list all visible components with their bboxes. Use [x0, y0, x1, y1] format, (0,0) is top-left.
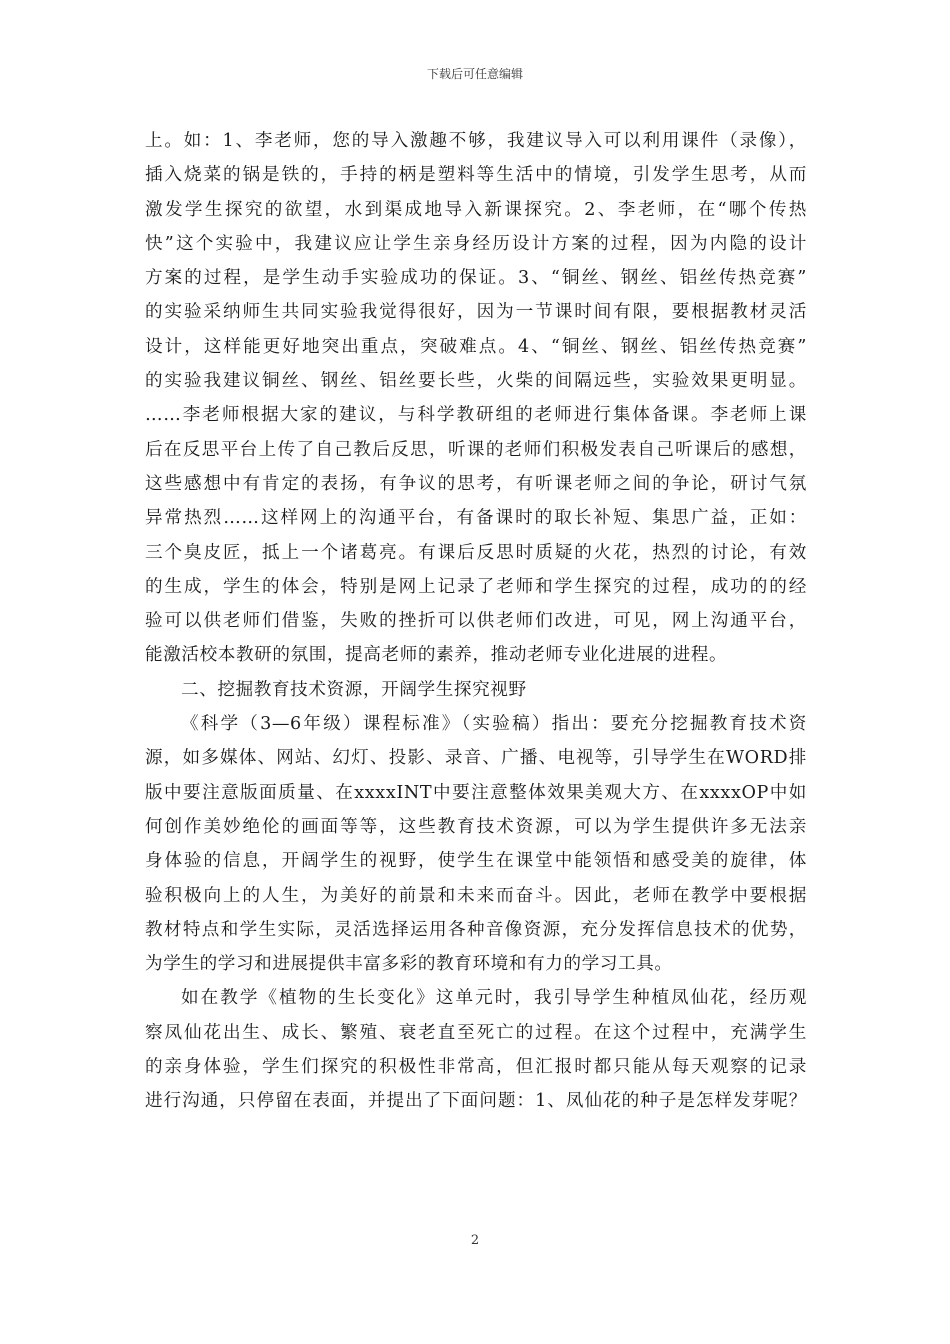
text-line: 激发学生探究的欲望，水到渠成地导入新课探究。2、李老师，在“哪个传热 — [145, 199, 807, 220]
section-heading: 二、挖掘教育技术资源，开阔学生探究视野 — [181, 679, 527, 700]
text-line: 的实验我建议铜丝、钢丝、铝丝要长些，火柴的间隔远些，实验效果更明显。 — [145, 371, 807, 392]
text-line: 设计，这样能更好地突出重点，突破难点。4、“铜丝、钢丝、铝丝传热竞赛” — [145, 336, 807, 357]
text-line: 为学生的学习和进展提供丰富多彩的教育环境和有力的学习工具。 — [145, 954, 673, 975]
text-line: 能激活校本教研的氛围，提高老师的素养，推动老师专业化进展的进程。 — [145, 645, 728, 666]
text-line: 的生成，学生的体会，特别是网上记录了老师和学生探究的过程，成功的的经 — [145, 576, 807, 597]
text-line: ……李老师根据大家的建议，与科学教研组的老师进行集体备课。李老师上课 — [145, 405, 807, 426]
text-line: 源，如多媒体、网站、幻灯、投影、录音、广播、电视等，引导学生在WORD排 — [145, 748, 807, 769]
text-line: 插入烧菜的锅是铁的，手持的柄是塑料等生活中的情境，引发学生思考，从而 — [145, 165, 807, 186]
text-line: 教材特点和学生实际，灵活选择运用各种音像资源，充分发挥信息技术的优势， — [145, 919, 807, 940]
text-line: 的亲身体验，学生们探究的积极性非常高，但汇报时都只能从每天观察的记录 — [145, 1057, 807, 1078]
text-line: 快”这个实验中，我建议应让学生亲身经历设计方案的过程，因为内隐的设计 — [145, 233, 807, 254]
text-line: 何创作美妙绝伦的画面等等，这些教育技术资源，可以为学生提供许多无法亲 — [145, 816, 807, 837]
text-line: 后在反思平台上传了自己教后反思，听课的老师们积极发表自己听课后的感想， — [145, 439, 807, 460]
text-line: 这些感想中有肯定的表扬，有争议的思考，有听课老师之间的争论，研讨气氛 — [145, 473, 807, 494]
text-line: 《科学（3—6年级）课程标准》（实验稿）指出：要充分挖掘教育技术资 — [181, 714, 807, 735]
text-line: 方案的过程，是学生动手实验成功的保证。3、“铜丝、钢丝、铝丝传热竞赛” — [145, 268, 807, 289]
text-line: 进行沟通，只停留在表面，并提出了下面问题：1、凤仙花的种子是怎样发芽呢？ — [145, 1091, 807, 1112]
page-number: 2 — [470, 1233, 480, 1248]
text-line: 三个臭皮匠，抵上一个诸葛亮。有课后反思时质疑的火花，热烈的讨论，有效 — [145, 542, 807, 563]
text-line: 身体验的信息，开阔学生的视野，使学生在课堂中能领悟和感受美的旋律，体 — [145, 851, 807, 872]
text-line: 的实验采纳师生共同实验我觉得很好，因为一节课时间有限，要根据教材灵活 — [145, 302, 807, 323]
text-line: 版中要注意版面质量、在xxxxINT中要注意整体效果美观大方、在xxxxOP中如 — [145, 782, 807, 803]
text-line: 异常热烈……这样网上的沟通平台，有备课时的取长补短、集思广益，正如： — [145, 508, 807, 529]
text-line: 验可以供老师们借鉴，失败的挫折可以供老师们改进，可见，网上沟通平台， — [145, 611, 807, 632]
text-line: 验积极向上的人生，为美好的前景和未来而奋斗。因此，老师在教学中要根据 — [145, 885, 807, 906]
page-header: 下载后可任意编辑 — [426, 67, 523, 81]
text-line: 察凤仙花出生、成长、繁殖、衰老直至死亡的过程。在这个过程中，充满学生 — [145, 1022, 807, 1043]
text-line: 如在教学《植物的生长变化》这单元时，我引导学生种植凤仙花，经历观 — [181, 988, 807, 1009]
text-line: 上。如：1、李老师，您的导入激趣不够，我建议导入可以利用课件（录像）， — [145, 131, 807, 151]
body-text — [145, 124, 807, 1119]
